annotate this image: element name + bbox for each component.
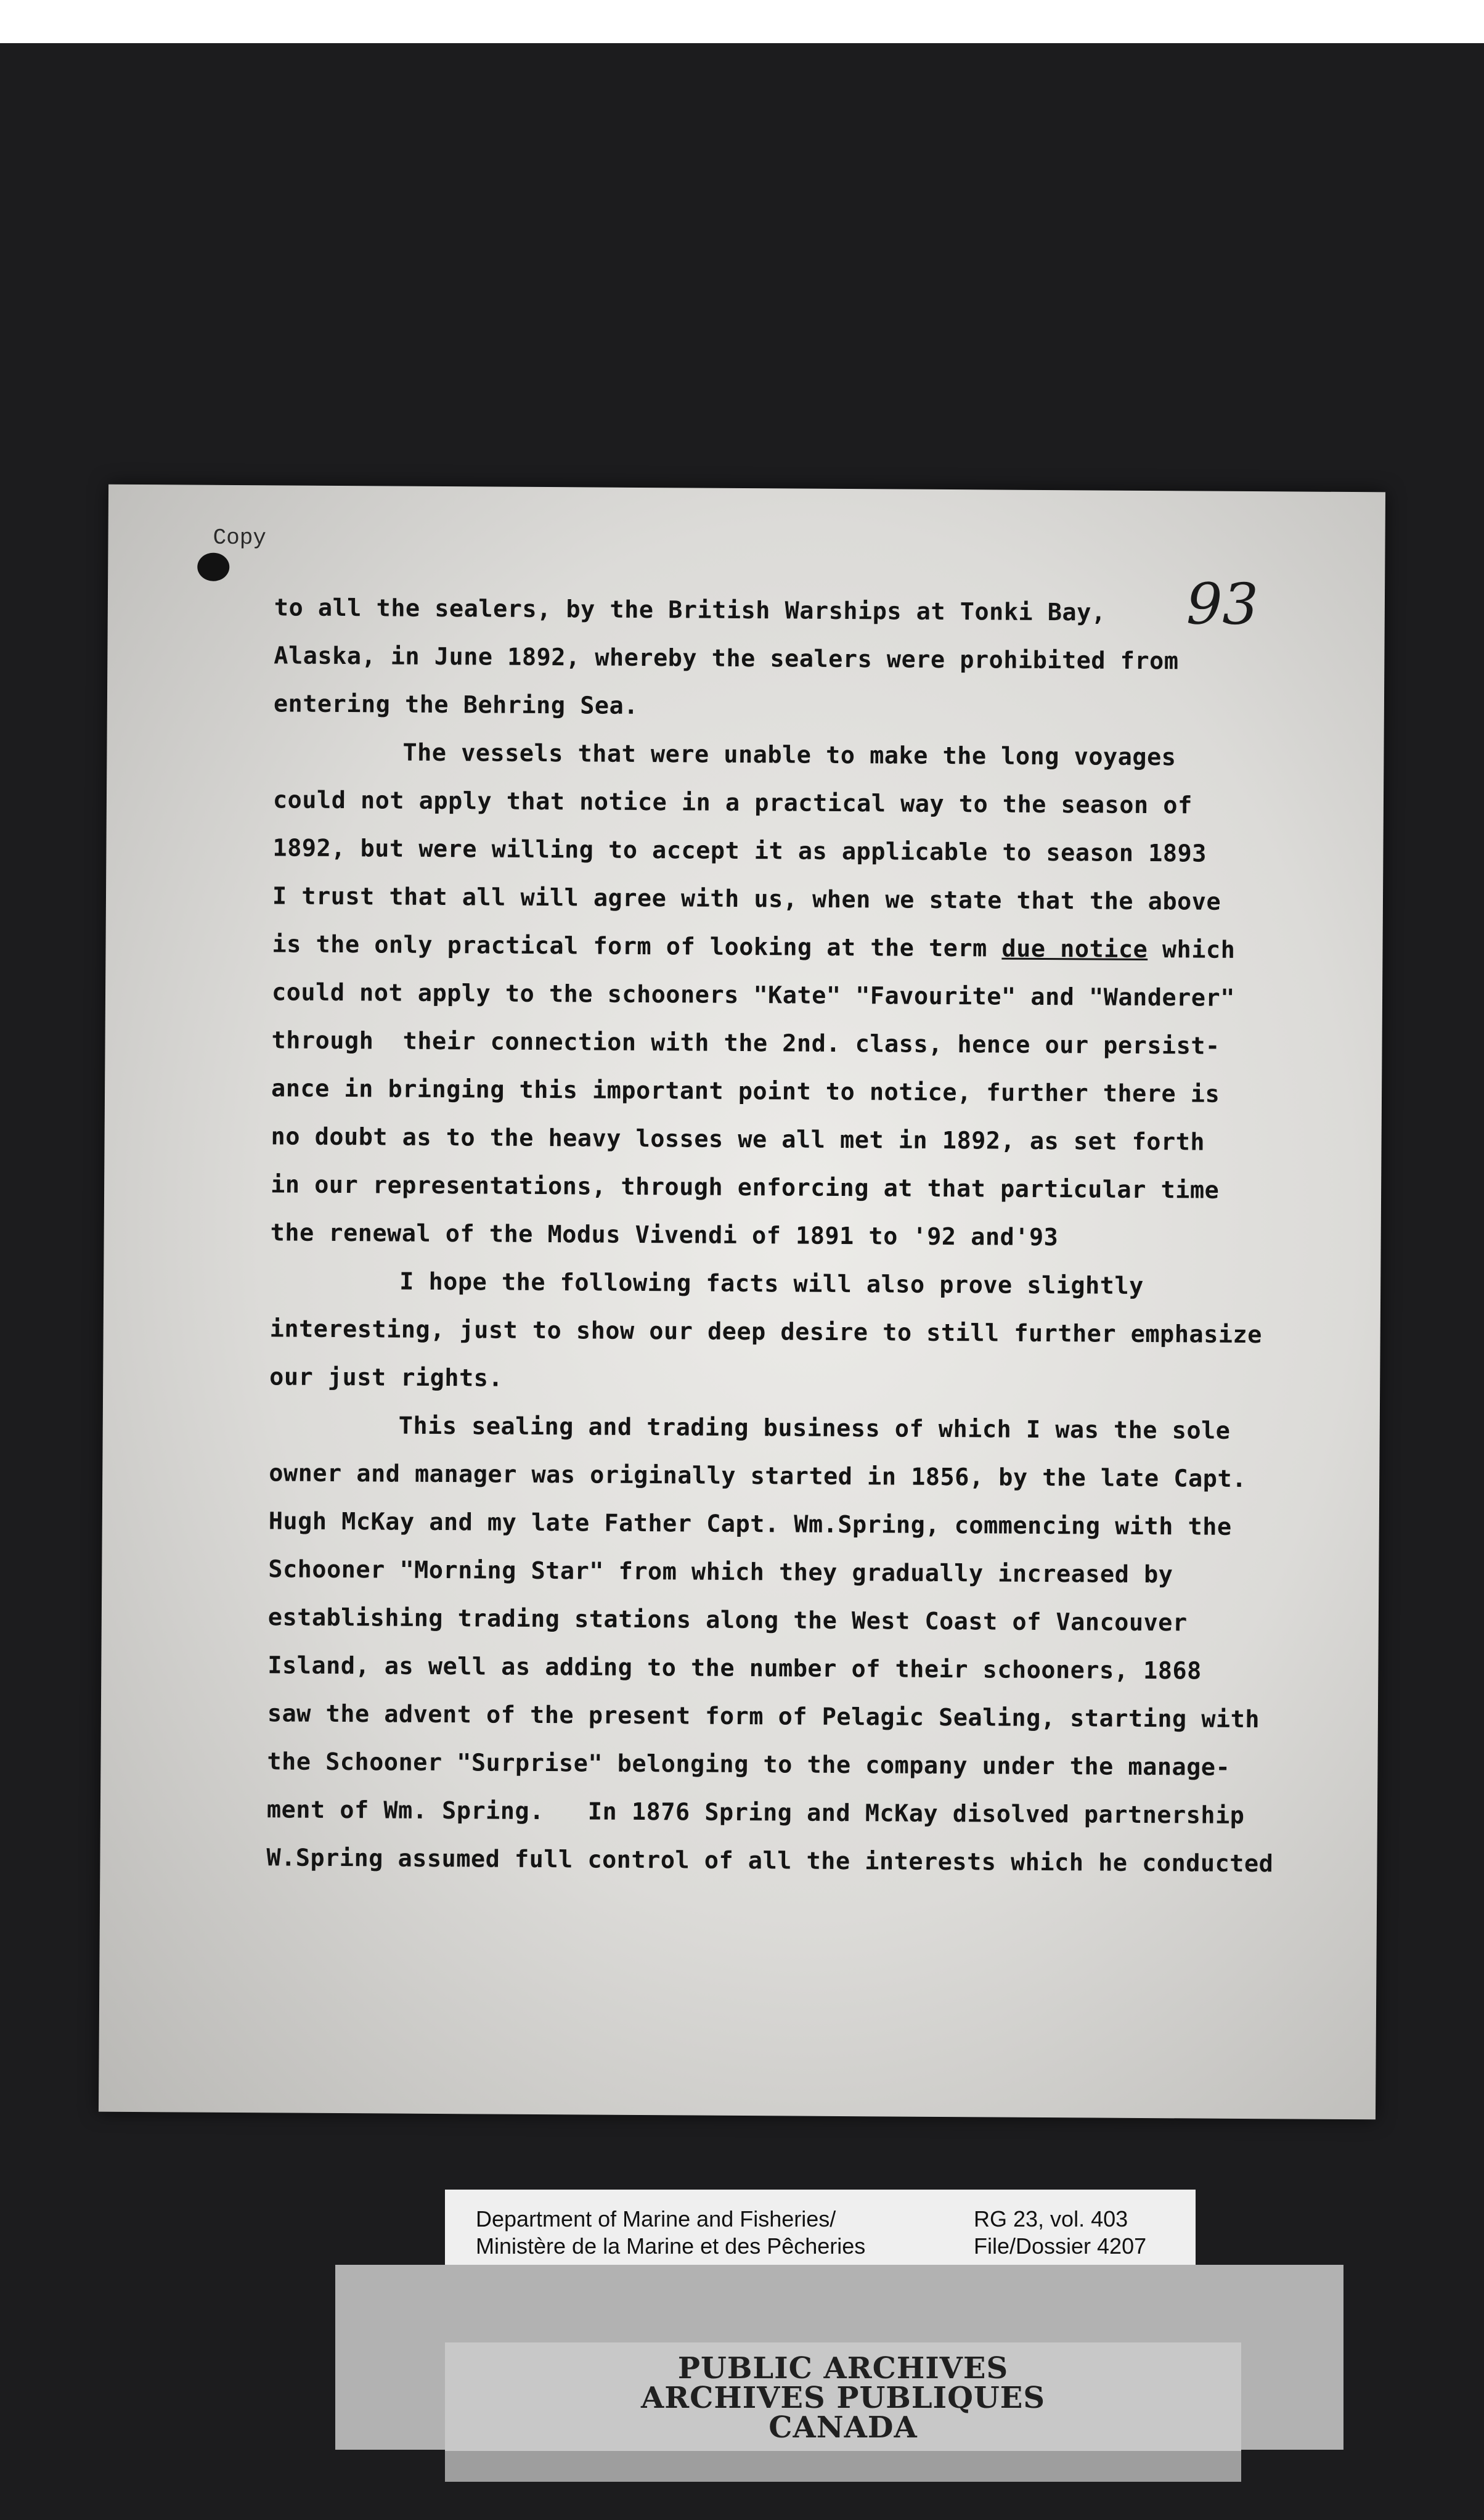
text-line: saw the advent of the present form of Pelagic Sealing, starting with	[267, 1700, 1260, 1734]
text-line: in our representations, through enforcing at that particular time	[271, 1171, 1220, 1205]
text-line: the Schooner "Surprise" belonging to the company under the manage-	[267, 1748, 1231, 1782]
department-name	[476, 2206, 865, 2260]
document-page	[99, 485, 1385, 2120]
text-line: Island, as well as adding to the number of their schooners, 1868	[267, 1651, 1202, 1685]
text-line: This sealing and trading business of which I was the sole	[398, 1412, 1231, 1445]
department-name-en: Department of Marine and Fisheries/	[476, 2206, 836, 2232]
text-line: The vessels that were unable to make the long voyages	[402, 738, 1176, 772]
text-line: owner and manager was originally started in 1856, by the late Capt.	[269, 1459, 1247, 1494]
text-line: entering the Behring Sea.	[273, 690, 639, 720]
text-line: through their connection with the 2nd. class, hence our persist-	[271, 1026, 1220, 1060]
letter-body	[266, 584, 1371, 1889]
text-line-segment: which	[1148, 936, 1236, 964]
text-line: interesting, just to show our deep desire to still further emphasize	[269, 1315, 1262, 1349]
text-line: no doubt as to the heavy losses we all met in 1892, as set forth	[271, 1123, 1205, 1156]
text-line: I hope the following facts will also prove slightly	[399, 1267, 1144, 1300]
handwritten-page-number: 93	[1186, 571, 1259, 638]
stamp-line-3: CANADA	[768, 2410, 918, 2445]
text-line: Hugh McKay and my late Father Capt. Wm.Spring, commencing with the	[268, 1507, 1232, 1541]
stamp-line-2: ARCHIVES PUBLIQUES	[641, 2381, 1045, 2415]
text-line: W.Spring assumed full control of all the interests which he conducted	[266, 1844, 1274, 1878]
text-line: Schooner "Morning Star" from which they gradually increased by	[268, 1555, 1173, 1589]
text-line-segment: is the only practical form of looking at the term	[272, 930, 1002, 963]
file-number: File/Dossier 4207	[974, 2233, 1147, 2259]
record-group-volume: RG 23, vol. 403	[974, 2206, 1128, 2232]
text-line: to all the sealers, by the British Warships at Tonki Bay,	[274, 594, 1106, 627]
text-line: could not apply that notice in a practical way to the season of	[272, 786, 1192, 820]
archive-stamp	[445, 2342, 1241, 2451]
text-line: our just rights.	[269, 1363, 504, 1393]
stamp-line-1: PUBLIC ARCHIVES	[677, 2351, 1009, 2386]
text-line: establishing trading stations along the West Coast of Vancouver	[267, 1603, 1188, 1637]
text-line: 1892, but were willing to accept it as applicable to season 1893	[272, 834, 1207, 868]
punch-hole	[197, 553, 229, 581]
text-line: the renewal of the Modus Vivendi of 1891 to '92 and'93	[270, 1219, 1059, 1252]
archive-stamp-strip	[445, 2451, 1241, 2482]
scan-top-border	[0, 0, 1484, 43]
text-line	[272, 920, 1369, 975]
text-line: could not apply to the schooners "Kate" "Favourite" and "Wanderer"	[271, 978, 1235, 1012]
text-line: I trust that all will agree with us, when we state that the above	[272, 882, 1221, 916]
copy-label: Copy	[213, 525, 267, 551]
archive-stamp-text	[445, 2351, 1241, 2445]
text-line: ance in bringing this important point to notice, further there is	[271, 1074, 1220, 1108]
text-line: Alaska, in June 1892, whereby the sealers were prohibited from	[274, 642, 1179, 676]
underlined-term: due notice	[1001, 935, 1148, 964]
department-name-fr: Ministère de la Marine et des Pêcheries	[476, 2233, 866, 2259]
text-line: ment of Wm. Spring. In 1876 Spring and McKay disolved partnership	[266, 1796, 1245, 1830]
